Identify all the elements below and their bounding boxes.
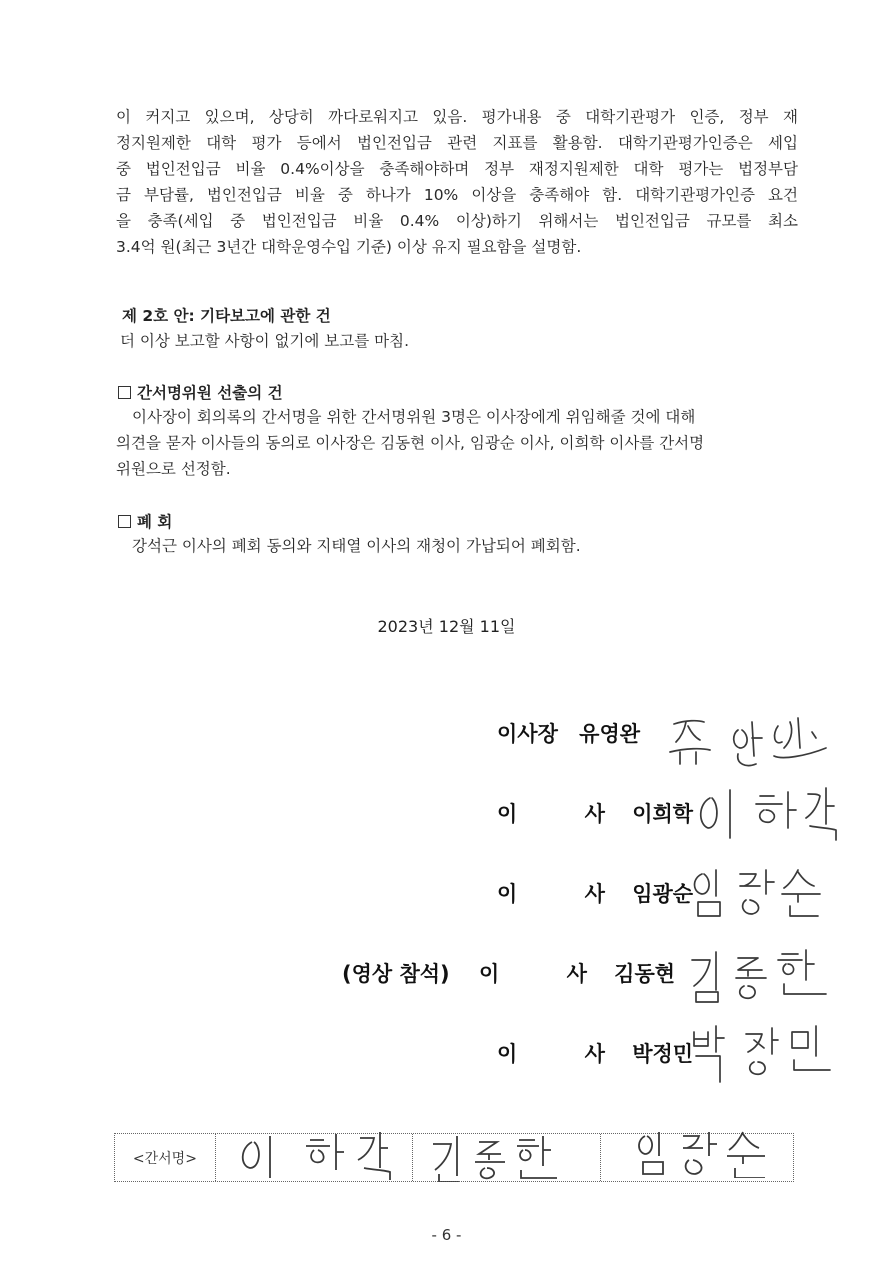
signatory-role: 이 사 bbox=[497, 882, 635, 906]
handwritten-signature bbox=[224, 1130, 414, 1180]
body-line: 3.4억 원(최근 3년간 대학운영수입 기준) 이상 유지 필요함을 설명함. bbox=[116, 238, 582, 256]
meeting-date: 2023년 12월 11일 bbox=[377, 617, 516, 636]
section-close-heading bbox=[118, 510, 172, 532]
signatory-name: 임광순 bbox=[632, 882, 694, 906]
agenda2-body: 더 이상 보고할 사항이 없기에 보고를 마침. bbox=[120, 332, 410, 350]
signatory-row bbox=[497, 1038, 693, 1068]
signatory-name: 박정민 bbox=[632, 1042, 694, 1066]
signatory-name: 유영완 bbox=[579, 722, 641, 746]
handwritten-signature bbox=[631, 1128, 811, 1178]
handwritten-signature bbox=[686, 864, 836, 924]
interim-signature-cell bbox=[413, 1134, 602, 1181]
section-close-title: 폐 회 bbox=[137, 513, 173, 531]
section-signers-line: 위원으로 선정함. bbox=[116, 460, 231, 478]
signatory-row bbox=[497, 878, 693, 908]
section-signers-heading bbox=[118, 381, 283, 403]
body-paragraph bbox=[116, 104, 798, 260]
signatory-row bbox=[497, 718, 640, 748]
signatory-row bbox=[497, 798, 693, 828]
body-line: 을 충족(세입 중 법인전입금 비율 0.4% 이상)하기 위해서는 법인전입금 규모를 최소 bbox=[116, 212, 798, 230]
signatory-name: 김동현 bbox=[614, 962, 676, 986]
signatory-role: 이 사 bbox=[497, 802, 635, 826]
body-line: 이 커지고 있으며, 상당히 까다로워지고 있음. 평가내용 중 대학기관평가 인증, 정부 재 bbox=[116, 108, 798, 126]
body-line: 중 법인전입금 비율 0.4%이상을 충족해야하며 정부 재정지원제한 대학 평가는 법정부담 bbox=[116, 160, 798, 178]
signatory-role: 이 사 bbox=[478, 962, 617, 986]
handwritten-signature bbox=[666, 712, 836, 772]
checkbox-square-icon bbox=[118, 515, 131, 528]
section-signers-title: 간서명위원 선출의 건 bbox=[137, 384, 283, 402]
signatory-note: (영상 참석) bbox=[342, 962, 450, 986]
interim-signature-cell bbox=[601, 1134, 793, 1181]
checkbox-square-icon bbox=[118, 386, 131, 399]
section-signers-line: 이사장이 회의록의 간서명을 위한 간서명위원 3명은 이사장에게 위임해줄 것에 대해 bbox=[132, 408, 696, 426]
signatory-row bbox=[342, 958, 675, 988]
body-line: 금 부담률, 법인전입금 비율 중 하나가 10% 이상을 충족해야 함. 대학기관평가인증 요건 bbox=[116, 186, 798, 204]
body-line: 정지원제한 대학 평가 등에서 법인전입금 관련 지표를 활용함. 대학기관평가인증은 세입 bbox=[116, 134, 798, 152]
signatory-role: 이 사 bbox=[497, 1042, 635, 1066]
handwritten-signature bbox=[423, 1132, 603, 1182]
signatory-name: 이희학 bbox=[632, 802, 694, 826]
interim-signature-cell bbox=[216, 1134, 413, 1181]
interim-signature-label: <간서명> bbox=[115, 1134, 216, 1181]
handwritten-signature bbox=[690, 784, 840, 844]
interim-signature-table bbox=[114, 1133, 794, 1182]
handwritten-signature bbox=[684, 1022, 834, 1086]
signatory-role: 이사장 bbox=[497, 722, 558, 746]
agenda2-title: 제 2호 안: 기타보고에 관한 건 bbox=[122, 307, 331, 325]
page-number: - 6 - bbox=[431, 1226, 462, 1244]
section-signers-line: 의견을 묻자 이사들의 동의로 이사장은 김동현 이사, 임광순 이사, 이희학 이사를 간서명 bbox=[116, 434, 705, 452]
section-close-body: 강석근 이사의 폐회 동의와 지태열 이사의 재청이 가납되어 폐회함. bbox=[132, 537, 581, 555]
handwritten-signature bbox=[686, 946, 836, 1006]
